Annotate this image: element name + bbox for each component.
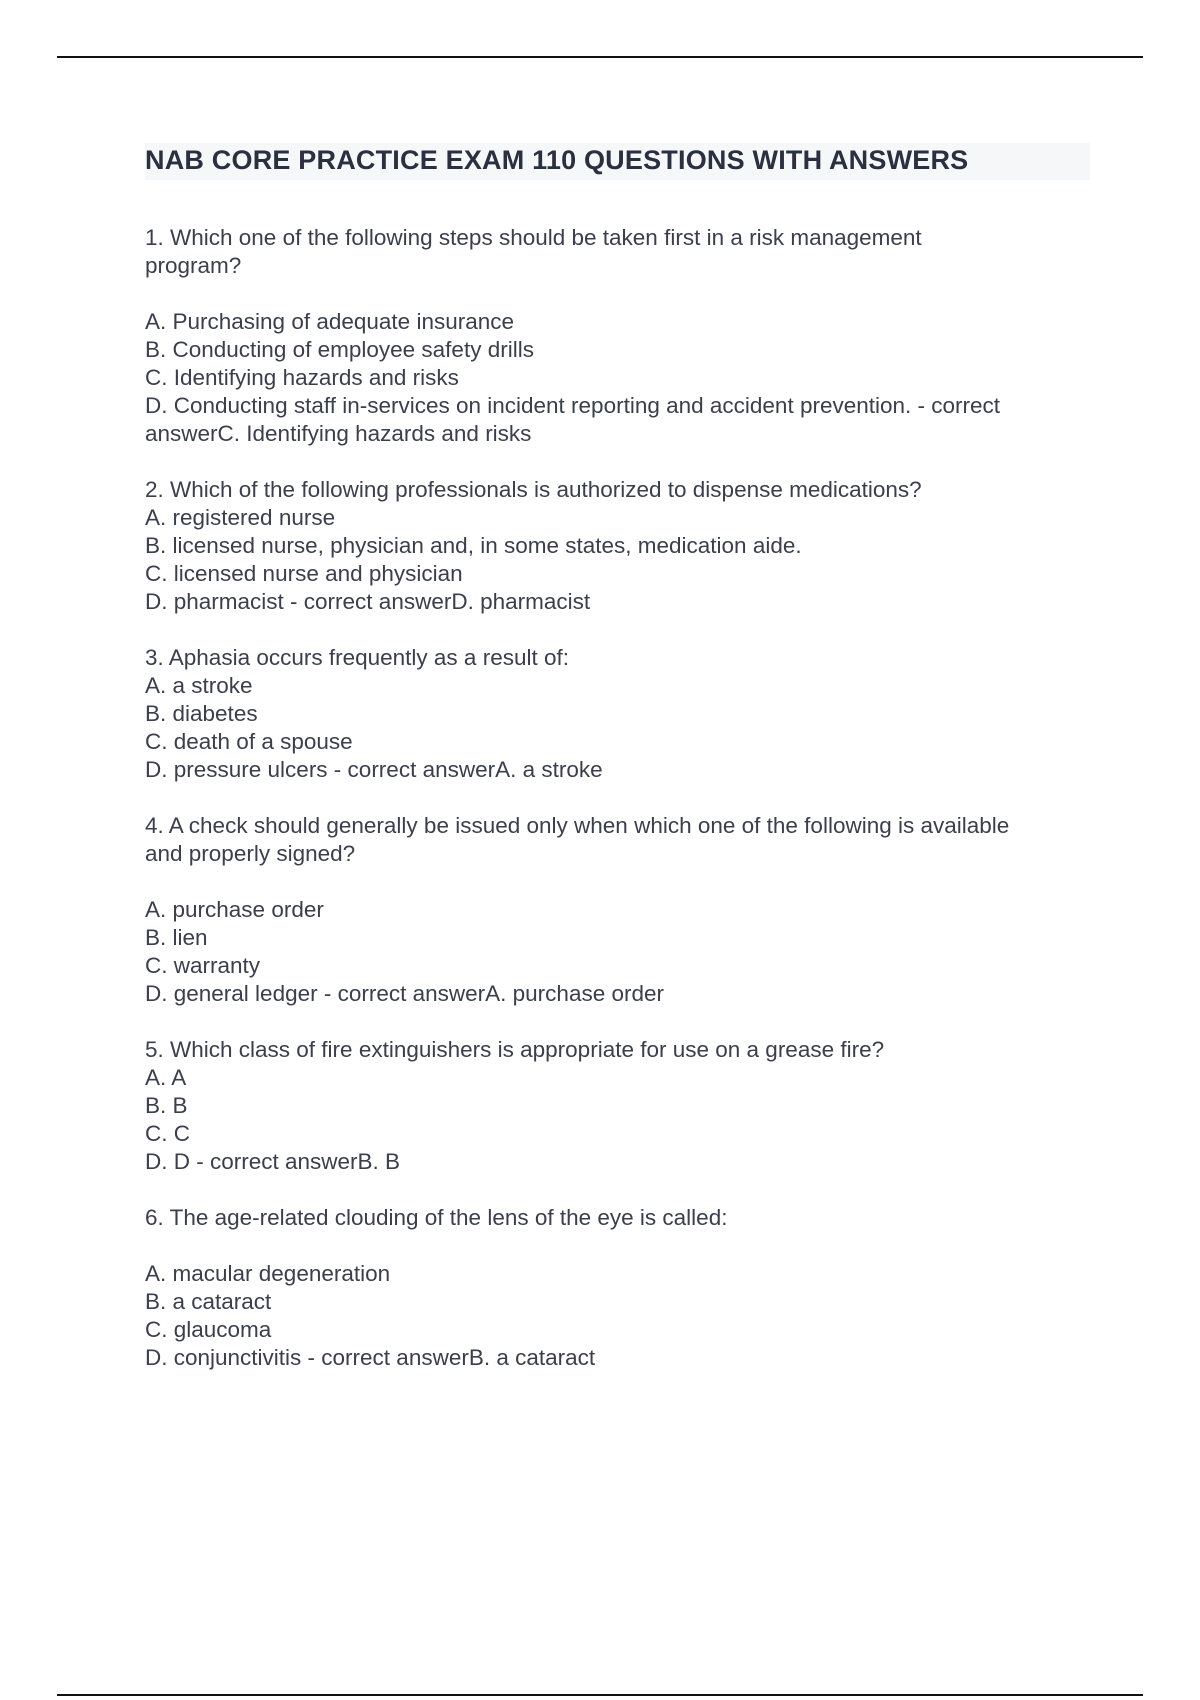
answer-option: D. conjunctivitis - correct answerB. a cataract: [145, 1345, 596, 1370]
question-stem: 3. Aphasia occurs frequently as a result of:: [145, 645, 569, 670]
question-6: [145, 1204, 1090, 1372]
answer-option: A. Purchasing of adequate insurance: [145, 309, 514, 334]
top-rule: [57, 56, 1143, 58]
answer-option: C. warranty: [145, 953, 261, 978]
answer-option: B. B: [145, 1093, 188, 1118]
answer-option: C. glaucoma: [145, 1317, 272, 1342]
question-stem: 5. Which class of fire extinguishers is appropriate for use on a grease fire?: [145, 1037, 885, 1062]
answer-option: D. Conducting staff in-services on incident reporting and accident prevention. - correct: [145, 393, 1001, 418]
question-4: [145, 812, 1090, 1008]
question-stem: 4. A check should generally be issued only when which one of the following is available: [145, 813, 1010, 838]
answer-option: A. macular degeneration: [145, 1261, 391, 1286]
correct-answer: answerC. Identifying hazards and risks: [145, 421, 532, 446]
answer-option: B. licensed nurse, physician and, in some states, medication aide.: [145, 533, 802, 558]
answer-option: A. A: [145, 1065, 187, 1090]
answer-option: B. diabetes: [145, 701, 258, 726]
answer-option: A. registered nurse: [145, 505, 336, 530]
answer-option: C. C: [145, 1121, 190, 1146]
question-3: [145, 644, 1090, 784]
answer-option: B. lien: [145, 925, 208, 950]
answer-option: A. a stroke: [145, 673, 253, 698]
question-stem: and properly signed?: [145, 841, 356, 866]
document-title: NAB CORE PRACTICE EXAM 110 QUESTIONS WITH ANSWERS: [145, 143, 1090, 180]
answer-option: D. D - correct answerB. B: [145, 1149, 401, 1174]
question-stem: 2. Which of the following professionals is authorized to dispense medications?: [145, 477, 922, 502]
answer-option: A. purchase order: [145, 897, 324, 922]
answer-option: D. pressure ulcers - correct answerA. a stroke: [145, 757, 603, 782]
question-1: [145, 224, 1090, 448]
answer-option: D. pharmacist - correct answerD. pharmacist: [145, 589, 591, 614]
answer-option: D. general ledger - correct answerA. purchase order: [145, 981, 664, 1006]
question-stem: program?: [145, 253, 242, 278]
question-stem: 1. Which one of the following steps should be taken first in a risk management: [145, 225, 922, 250]
question-2: [145, 476, 1090, 616]
answer-option: C. licensed nurse and physician: [145, 561, 463, 586]
answer-option: B. a cataract: [145, 1289, 272, 1314]
answer-option: B. Conducting of employee safety drills: [145, 337, 534, 362]
question-5: [145, 1036, 1090, 1176]
answer-option: C. death of a spouse: [145, 729, 353, 754]
bottom-rule: [57, 1694, 1143, 1696]
answer-option: C. Identifying hazards and risks: [145, 365, 459, 390]
document-body: [145, 143, 1090, 1400]
question-stem: 6. The age-related clouding of the lens of the eye is called:: [145, 1205, 728, 1230]
